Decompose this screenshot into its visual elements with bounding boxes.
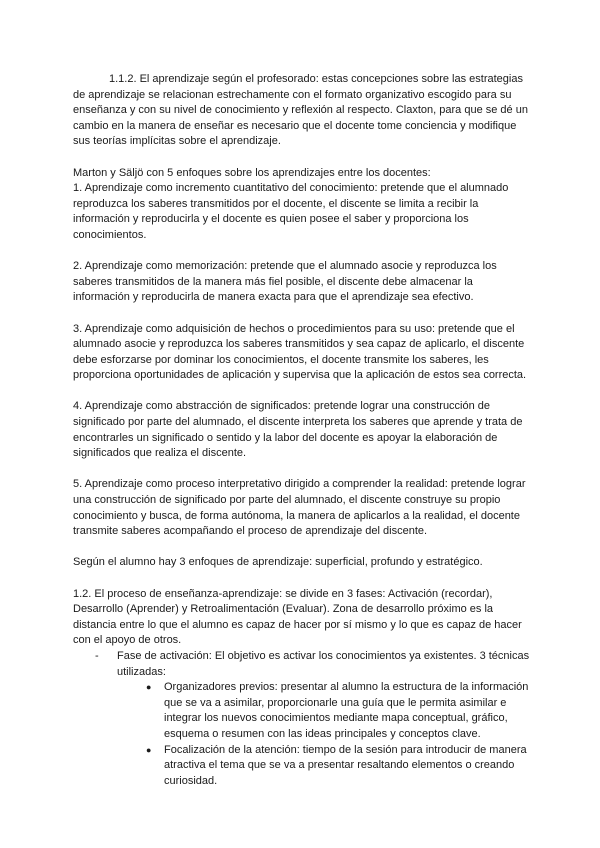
list-item-fase-activacion [95, 649, 531, 789]
spacer [73, 462, 531, 478]
enfoque-paragraph-4: 4. Aprendizaje como abstracción de significados: pretende lograr una construcción de significado por parte del alumnado, el discente interpreta los saberes que aprende y trata de encontrarles un significado o sentido y la labor del docente es apoyar la elaboración de significados que realiza el discente. [73, 400, 523, 460]
dash-marker: - [95, 649, 99, 662]
enfoque-paragraph-1: 1. Aprendizaje como incremento cuantitativo del conocimiento: pretende que el alumnado reproduzca los saberes transmitidos por el docente, el discente se limita a recibir la información y reproducirla y el docente es quien posee el saber y proporciona los conocimientos. [73, 182, 509, 241]
fases-list [73, 649, 531, 789]
list-item-organizadores [142, 680, 531, 742]
enfoque-paragraph-2: 2. Aprendizaje como memorización: pretende que el alumnado asocie y reproduzca los saberes transmitidos de la manera más fiel posible, el discente debe almacenar la información y reproducirla de manera exacta para que el aprendizaje sea efectivo. [73, 260, 497, 304]
bullet-icon: ● [146, 682, 152, 693]
focalizacion-text: Focalización de la atención: tiempo de la sesión para introducir de manera atractiva el tema que se va a presentar resaltando elementos o creando curiosidad. [164, 743, 527, 787]
proceso-paragraph: 1.2. El proceso de enseñanza-aprendizaje: se divide en 3 fases: Activación (recordar), Desarrollo (Aprender) y Retroalimentación (Evaluar). Zona de desarrollo próximo es la distancia entre lo que el alumno es capaz de hacer por sí mismo y lo que es capaz de hacer con el apoyo de otros. [73, 587, 522, 647]
enfoque-paragraph-5: 5. Aprendizaje como proceso interpretativo dirigido a comprender la realidad: pretende lograr una construcción de significado por parte del alumnado, el discente construye su propio conocimiento y busca, de forma autónoma, la manera de aplicarlos a la realidad, el docente transmite saberes acompañando el proceso de aprendizaje del discente. [73, 478, 526, 538]
spacer [73, 540, 531, 556]
enfoque-paragraph-3: 3. Aprendizaje como adquisición de hechos o procedimientos para su uso: pretende que el alumnado asocie y reproduzca los saberes transmitidos y sea capaz de aplicarlo, el discente debe esforzarse por dominar los conocimientos, el docente transmite los saberes, les proporciona oportunidades de aplicación y supervisa que la aplicación de estos sea correcta. [73, 322, 527, 382]
fase-activacion-text: Fase de activación: El objetivo es activar los conocimientos ya existentes. 3 técnicas utilizadas: [117, 649, 530, 678]
spacer [73, 571, 531, 587]
alumno-enfoques-line: Según el alumno hay 3 enfoques de aprendizaje: superficial, profundo y estratégico. [73, 556, 483, 569]
intro-paragraph: 1.1.2. El aprendizaje según el profesorado: estas concepciones sobre las estrategias de aprendizaje se relacionan estrechamente con el formato organizativo escogido para su enseñanza y con su nivel de conocimiento y reflexión al respecto. Claxton, para que se dé un cambio en la manera de enseñar es necesario que el docente tome conciencia y modifique sus teorías implícitas sobre el aprendizaje. [73, 73, 528, 148]
list-item-focalizacion [142, 743, 531, 790]
marton-heading: Marton y Säljö con 5 enfoques sobre los aprendizajes entre los docentes: [73, 166, 431, 179]
bullet-icon: ● [146, 744, 152, 755]
spacer [73, 306, 531, 322]
organizadores-text: Organizadores previos: presentar al alumno la estructura de la información que se va a asimilar, proporcionarle una guía que le permita asimilar e integrar los nuevos conocimientos mediante mapa conceptual, gráfico, esquema o resumen con las ideas principales y conceptos clave. [164, 681, 529, 740]
document-body [73, 72, 531, 789]
tecnicas-list [117, 680, 531, 789]
spacer [73, 384, 531, 400]
spacer [73, 150, 531, 166]
spacer [73, 244, 531, 260]
